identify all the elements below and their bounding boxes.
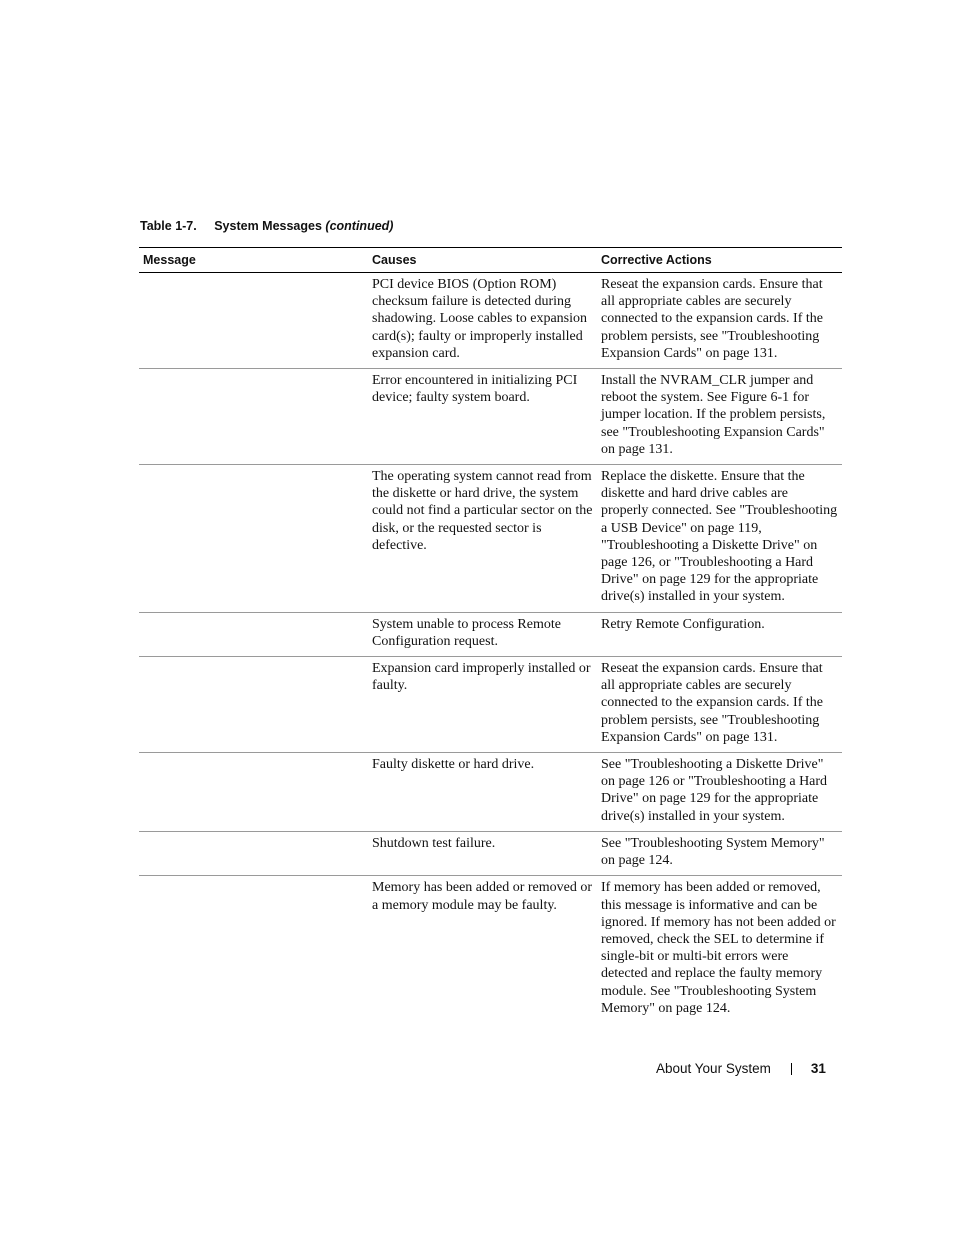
table-row <box>139 465 842 613</box>
message-cell <box>139 657 368 752</box>
table-row <box>139 369 842 465</box>
actions-cell: See "Troubleshooting a Diskette Drive" on page 126 or "Troubleshooting a Hard Drive" on page 129 for the appropriate drive(s) installed in your system. <box>601 757 828 824</box>
message-cell <box>139 465 368 612</box>
causes-cell: System unable to process Remote Configuration request. <box>372 616 561 649</box>
causes-cell: Memory has been added or removed or a memory module may be faulty. <box>372 880 593 913</box>
message-cell <box>139 753 368 831</box>
causes-cell: Error encountered in initializing PCI device; faulty system board. <box>372 373 578 406</box>
actions-cell: Reseat the expansion cards. Ensure that all appropriate cables are securely connected to the expansion cards. If the problem persists, see "Troubleshooting Expansion Cards" on page 131. <box>601 277 823 361</box>
causes-cell: Shutdown test failure. <box>372 835 496 851</box>
actions-cell: Reseat the expansion cards. Ensure that all appropriate cables are securely connected to the expansion cards. If the problem persists, see "Troubleshooting Expansion Cards" on page 131. <box>601 661 823 745</box>
page-footer <box>656 1061 826 1076</box>
footer-divider <box>791 1063 792 1075</box>
message-cell <box>139 876 368 1023</box>
message-cell <box>139 613 368 656</box>
actions-cell: If memory has been added or removed, this message is informative and can be ignored. If memory has not been added or removed, check the SEL to determine if single-bit or multi-bit errors were detected and replace the faulty memory module. See "Troubleshooting System Memory" on page 124. <box>601 880 836 1016</box>
table-caption <box>140 219 393 233</box>
table-row <box>139 876 842 1023</box>
page-number: 31 <box>810 1061 826 1076</box>
system-messages-table <box>139 247 842 1023</box>
table-continued-label: (continued) <box>325 219 394 233</box>
table-row <box>139 657 842 753</box>
causes-cell: Expansion card improperly installed or faulty. <box>372 661 591 694</box>
actions-cell: See "Troubleshooting System Memory" on page 124. <box>601 835 825 869</box>
causes-cell: PCI device BIOS (Option ROM) checksum failure is detected during shadowing. Loose cables to expansion card(s); faulty or improperly installed expansion card. <box>372 277 588 361</box>
actions-cell: Retry Remote Configuration. <box>601 616 765 632</box>
footer-section-title: About Your System <box>656 1061 771 1076</box>
header-corrective-actions: Corrective Actions <box>601 253 712 267</box>
causes-cell: Faulty diskette or hard drive. <box>372 757 535 773</box>
table-row <box>139 832 842 876</box>
message-cell <box>139 273 368 368</box>
table-row <box>139 613 842 657</box>
message-cell <box>139 832 368 875</box>
table-row <box>139 273 842 369</box>
table-row <box>139 753 842 832</box>
actions-cell: Install the NVRAM_CLR jumper and reboot the system. See Figure 6-1 for jumper location. If the problem persists, see "Troubleshooting Expansion Cards" on page 131. <box>601 373 826 457</box>
header-causes: Causes <box>372 253 417 267</box>
table-header-row <box>139 248 842 273</box>
table-number: Table 1-7. <box>140 219 197 233</box>
actions-cell: Replace the diskette. Ensure that the diskette and hard drive cables are properly connected. See "Troubleshooting a USB Device" on page 119, "Troubleshooting a Diskette Drive" on page 126, or "Troubleshooting a Hard Drive" on page 129 for the appropriate drive(s) installed in your system. <box>601 469 838 605</box>
table-title: System Messages <box>214 219 322 233</box>
header-message: Message <box>143 253 196 267</box>
message-cell <box>139 369 368 464</box>
causes-cell: The operating system cannot read from the diskette or hard drive, the system could not find a particular sector on the disk, or the requested sector is defective. <box>372 469 593 553</box>
